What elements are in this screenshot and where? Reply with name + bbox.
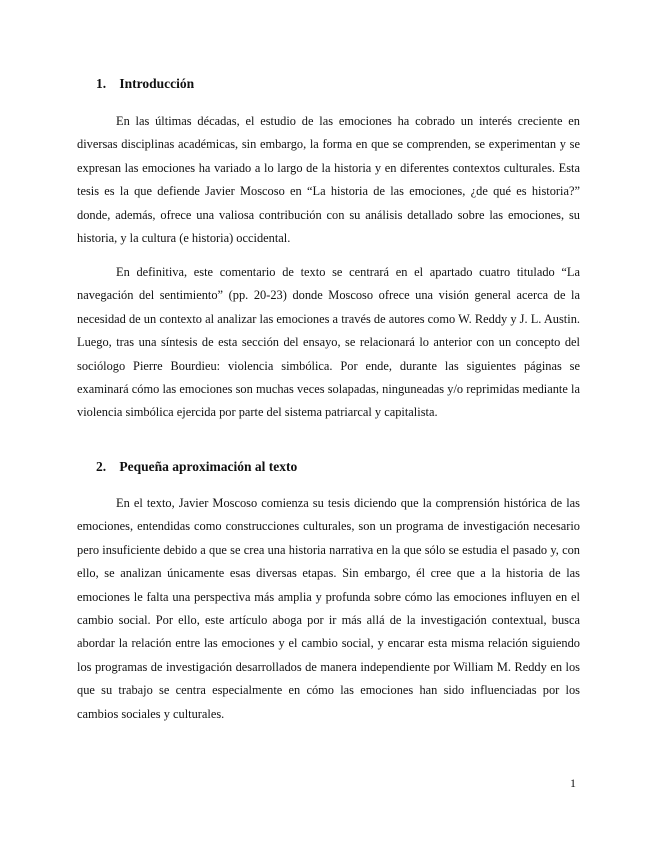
section-number: 2. <box>96 459 107 474</box>
section-heading-introduccion <box>96 76 194 92</box>
paragraph-aproximacion-1: En el texto, Javier Moscoso comienza su tesis diciendo que la comprensión histórica de las emociones, entendidas como construcciones culturales, son un programa de investigación necesario pero insuficiente debido a que se crea una historia narrativa en la que sólo se estudia el pasado y, con ello, se analizan únicamente esas diversas etapas. Sin embargo, él cree que a la historia de las emociones le falta una perspectiva más amplia y profunda sobre cómo las emociones influyen en el cambio social. Por ello, este artículo aboga por ir más allá de la investigación contextual, busca abordar la relación entre las emociones y el cambio social, y encarar esta misma relación siguiendo los programas de investigación desarrollados de manera independiente por William M. Reddy en los que su trabajo se centra especialmente en cómo las emociones han sido influenciadas por los cambios sociales y culturales. <box>77 496 580 721</box>
page-number: 1 <box>570 776 576 790</box>
paragraph-intro-2: En definitiva, este comentario de texto se centrará en el apartado cuatro titulado “La navegación del sentimiento” (pp. 20-23) donde Moscoso ofrece una visión general acerca de la necesidad de un contexto al analizar las emociones a través de autores como W. Reddy y J. L. Austin. Luego, tras una síntesis de esta sección del ensayo, se relacionará lo anterior con un concepto del sociólogo Pierre Bourdieu: violencia simbólica. Por ende, durante las siguientes páginas se examinará cómo las emociones son muchas veces solapadas, ninguneadas y/o reprimidas mediante la violencia simbólica ejercida por parte del sistema patriarcal y capitalista. <box>77 265 580 420</box>
section-title: Pequeña aproximación al texto <box>119 459 298 474</box>
section-number: 1. <box>96 76 107 91</box>
section-heading-aproximacion <box>96 459 297 475</box>
section-title: Introducción <box>119 76 195 91</box>
paragraph-intro-1: En las últimas décadas, el estudio de las emociones ha cobrado un interés creciente en diversas disciplinas académicas, sin embargo, la forma en que se comprenden, se experimentan y se expresan las emociones ha variado a lo largo de la historia y en diferentes contextos culturales. Esta tesis es la que defiende Javier Moscoso en “La historia de las emociones, ¿de qué es historia?” donde, además, ofrece una valiosa contribución con su análisis detallado sobre las emociones, su historia, y la cultura (e historia) occidental. <box>77 114 580 246</box>
